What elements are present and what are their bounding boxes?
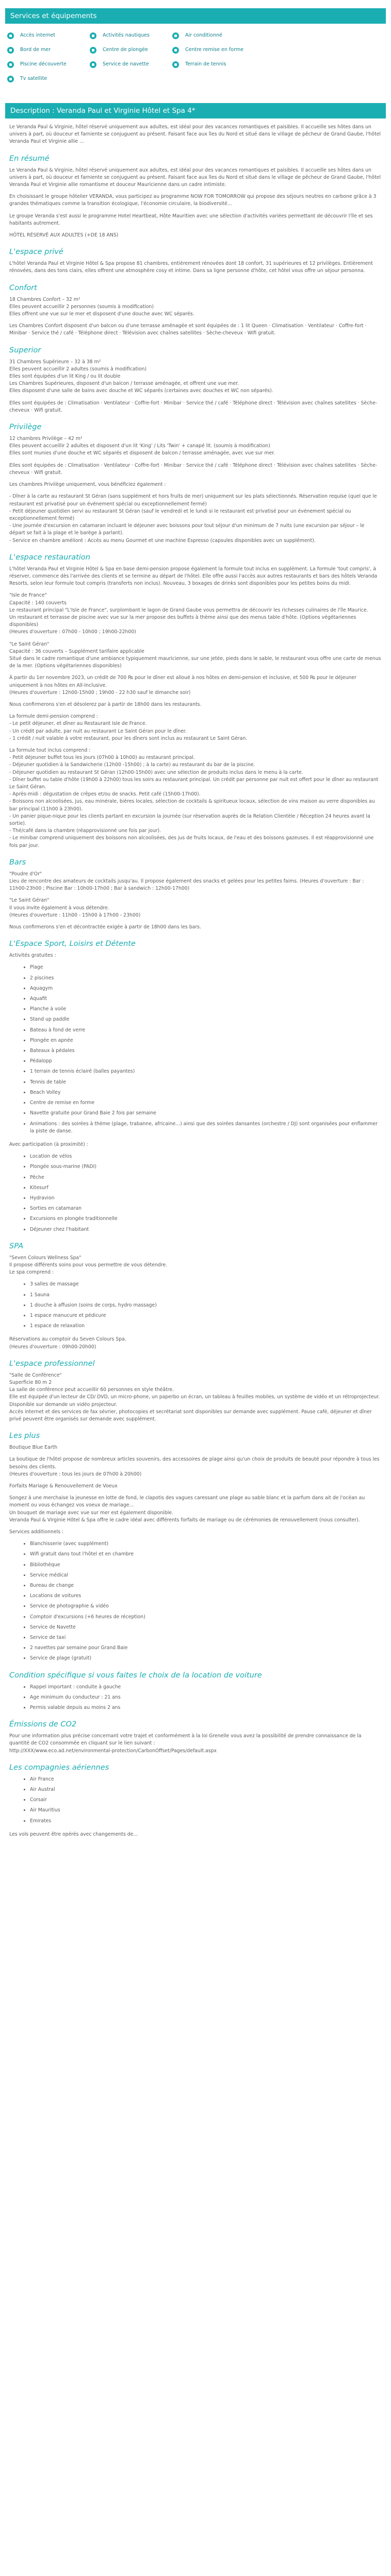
list-item: • Bureau de change xyxy=(30,1582,382,1589)
section-heading: En résumé xyxy=(9,154,50,163)
paragraph: Songez à une merchaise la jeunesse en lotte de fond, le clapotis des vagues caressant une plage au sable blanc et la parfum dans ait de l'océan au moment ou vous échangez vos voeux de mariage... Un bouquet de mariage avec vue sur mer est également disponible. Veranda Paul & Virginie Hôtel & Spa offre le cadre idéal avec différents forfaits de mariage ou de cérémonies de renouvellement (nous consulter). xyxy=(9,1495,365,1523)
section-heading: L'espace restauration xyxy=(9,553,90,562)
list-item: • 2 navettes par semaine pour Grand Baie xyxy=(30,1645,382,1652)
list-item: • Rappel important : conduite à gauche xyxy=(30,1684,382,1691)
equipment-item xyxy=(7,60,90,69)
snowflake-icon xyxy=(172,32,179,39)
section-heading: Superior xyxy=(9,346,41,354)
list-item: • Service de photographie & vidéo xyxy=(30,1603,382,1610)
paragraph: À partir du 1er novembre 2023, un crédit de 700 ₨ pour le dîner est alloué à nos hôtes en demi-pension et inclusive, et 500 ₨ pour le déjeuner uniquement à nos hôtes en All-Inclusive. (Heures d'ouverture : 12h00-15h00 ; 19h00 - 22 h30 sauf le dimanche soir) xyxy=(9,675,356,696)
list-item: • Déjeuner chez l'habitant xyxy=(30,1226,382,1233)
list-item: • Comptoir d'excursions (+6 heures de réception) xyxy=(30,1614,382,1621)
list-item: • Plage xyxy=(30,964,382,971)
equipment-grid xyxy=(7,31,388,83)
paragraph: Services additionnels : xyxy=(9,1529,64,1535)
list-item: • Permis valable depuis au moins 2 ans xyxy=(30,1704,382,1711)
list-item: • Pédalopp xyxy=(30,1058,382,1065)
paragraph: "Salle de Conférence" Superficie 80 m 2 La salle de conférence peut accueillir 60 personnes en style théâtre. Elle est équipée d'un lecteur de CD/ DVD, un micro-phone, un paperbo un écran, un tableau à feuilles mobiles, un système de vidéo et un rétroprojecteur. Disponible sur demande un vidéo projecteur. Accès internet et des services de fax sévrier, photocopies et secrétariat sont disponibles sur demande avec supplément. Pause café, déjeuner et dîner privé peuvent être organisés sur demande avec supplément. xyxy=(9,1372,380,1422)
equipment-label: Bord de mer xyxy=(20,46,51,53)
equipment-item xyxy=(172,31,255,40)
bullet-list xyxy=(30,964,382,1134)
shuttle-icon xyxy=(90,61,96,68)
paragraph: L'hôtel Veranda Paul et Virginie Hôtel & Spa en base demi-pension propose également la formule tout inclus en supplément. La formule 'tout compris', à réserver, commence dès l'arrivée des clients et se termine au départ de l'hôtel. Elle offre aussi l'accès aux autres restaurants et bars des hôtels Veranda Resorts, selon leur formule tout compris (transferts non inclus). Nouveau, 3 boxages de drinks sont disponibles pour les petites boins du midi. xyxy=(9,566,378,587)
section-heading: SPA xyxy=(9,1242,24,1250)
list-item: • Age minimum du conducteur : 21 ans xyxy=(30,1694,382,1701)
paragraph: Nous confirmerons s'en et désolerez par à partir de 18h00 dans les restaurants. xyxy=(9,701,202,707)
list-item: • Excursions en plongée traditionnelle xyxy=(30,1215,382,1223)
list-item: • 1 douche à affusion (soins de corps, hydro massage) xyxy=(30,1302,382,1309)
list-item: • Air France xyxy=(30,1776,382,1783)
paragraph: Pour une information plus précise concernant votre trajet et conformément à la loi Grenelle vous avez la possibilité de prendre connaissance de la quantité de CO2 consommée en cliquant sur le lien suivant : http://XXX/www.eco.ad.net/environmental-protection/CarbonOffset/Pages/default.aspx xyxy=(9,1733,362,1754)
list-item: • Service de taxi xyxy=(30,1634,382,1641)
list-item: • Pêche xyxy=(30,1174,382,1181)
list-item: • Blanchisserie (avec supplément) xyxy=(30,1540,382,1548)
equipment-item xyxy=(172,60,255,69)
equipment-item xyxy=(90,60,172,69)
dumbbell-icon xyxy=(172,47,179,54)
list-item: • Emirates xyxy=(30,1818,382,1825)
equipment-item xyxy=(90,45,172,55)
section-heading: Condition spécifique si vous faites le choix de la location de voiture xyxy=(9,1671,262,1680)
paragraph: - Dîner à la carte au restaurant St Géran (sans supplément et hors fruits de mer) uniquement sur les plats sélectionnés. Réservation requise (quel que le restaurant est privatisé pour un événement spécial ou exceptionnellement fermé) - Petit déjeuner quotidien servi au restaurant St Géran (sauf le vendredi et le lundi si le restaurant est privatisé pour un événement spécial ou exceptionnellement fermé) - Une journée d'excursion en catamaran incluant le déjeuner avec boissons pour tout séjour d'un minimum de 7 nuits (une excursion par séjour – le départ se fait à la plage et le barège à parlant). - Service en chambre amélioré : Accès au menu Gourmet et une machine Espresso (capsules disponibles avec un supplément). xyxy=(9,494,377,544)
list-item: • Plongée sous-marine (PADI) xyxy=(30,1163,382,1171)
list-item: • Aquagym xyxy=(30,985,382,992)
section-heading: Bars xyxy=(9,858,26,867)
equipment-label: Terrain de tennis xyxy=(185,61,226,67)
equipment-item xyxy=(172,45,255,55)
list-item: • Centre de remise en forme xyxy=(30,1099,382,1107)
bullet-list xyxy=(30,1684,382,1712)
list-item: • Bateaux à pédales xyxy=(30,1047,382,1055)
list-item: • Service médical xyxy=(30,1572,382,1579)
paragraph: Le groupe Veranda s'est aussi le programme Hotel Heartbeat, Hôte Mauritien avec une sélection d'activités variées permettant de découvrir l'île et ses habitants autrement. xyxy=(9,213,373,226)
section-heading: Les compagnies aériennes xyxy=(9,1763,109,1772)
list-item: • Hydravion xyxy=(30,1195,382,1202)
section-heading: Émissions de CO2 xyxy=(9,1720,77,1729)
paragraph: 31 Chambres Supérieure – 32 à 38 m² Elles peuvent accueillir 2 adultes (soumis à modification) Elles sont équipées d'un lit King / ou lit double Les Chambres Supérieures, disposent d'un balcon / terrasse aménagée, et offrent une vue mer. Elles disposent d'une salle de bains avec douche et WC séparés (certaines avec douches et WC non séparés). xyxy=(9,359,273,394)
section-heading: Confort xyxy=(9,283,37,292)
list-item: • Plongée en apnée xyxy=(30,1037,382,1044)
bullet-list xyxy=(30,1281,382,1330)
list-item: • Bateau à fond de verre xyxy=(30,1027,382,1034)
list-item: • 2 piscines xyxy=(30,975,382,982)
paragraph: "Le Saint Géran" Capacité : 36 couverts – Supplément tarifaire applicable Situé dans le cadre romantique d'une ambiance typiquement mauricienne, sur une jetée, pieds dans le sable, le restaurant vous offre une carte de menus de la mer. (Options végétariennes disponibles) xyxy=(9,641,381,669)
paragraph: Réservations au comptoir du Seven Colours Spa. (Heures d'ouverture : 09h00-20h00) xyxy=(9,1336,126,1350)
paragraph: Les vols peuvent être opérés avec changements de... xyxy=(9,1831,138,1837)
diver-icon xyxy=(90,47,96,54)
list-item: • Locations de voitures xyxy=(30,1592,382,1600)
paragraph: Boutique Blue Earth xyxy=(9,1445,58,1451)
equipment-item xyxy=(7,74,90,83)
equipment-item xyxy=(7,31,90,40)
services-header: Services et équipements xyxy=(5,8,386,24)
equipment-label: Air conditionné xyxy=(185,32,222,38)
bullet-list xyxy=(30,1540,382,1662)
list-item: • Planche à voile xyxy=(30,1006,382,1013)
list-item: • 3 salles de massage xyxy=(30,1281,382,1288)
paragraph: En choisissant le groupe hôtelier VERANDA, vous participez au programme NOW FOR TOMORROW qui propose des séjours neutres en carbone grâce à 3 grandes thématiques comme la transition écologique, l'économie circulaire, la biodiversité... xyxy=(9,194,377,207)
paragraph: "Poudre d'Or" Lieu de rencontre des amateurs de cocktails jusqu'au. Il propose également des snacks et gelées pour les petites faims. (Heures d'ouverture : Bar : 11h00-23h00 ; Piscine Bar : 10h00-17h00 ; Bar à sandwich : 12h00-17h00) xyxy=(9,871,364,892)
list-item: • Stand up paddle xyxy=(30,1016,382,1023)
section-heading: L'espace professionnel xyxy=(9,1359,95,1368)
section-heading: Les plus xyxy=(9,1432,40,1440)
list-item: • Service de plage (gratuit) xyxy=(30,1655,382,1662)
list-item: • Air Mauritius xyxy=(30,1807,382,1814)
section-heading: L'Espace Sport, Loisirs et Détente xyxy=(9,940,136,948)
list-item: • Sorties en catamaran xyxy=(30,1205,382,1212)
paragraph: Nous confirmerons s'en et décontractée exigée à partir de 18h00 dans les bars. xyxy=(9,924,201,930)
paragraph: Forfaits Mariage & Renouvellement de Voeux xyxy=(9,1483,118,1489)
equipment-label: Centre de plongée xyxy=(103,46,148,53)
list-item: • Animations : des soirées à thème (plage, trabanne, africaine...) ainsi que des soirées dansantes (orchestre / DJ) sont organisées pour enflammer la piste de danse. xyxy=(30,1121,382,1135)
list-item: • Wifi gratuit dans tout l'hôtel et en chambre xyxy=(30,1551,382,1558)
tennis-icon xyxy=(172,61,179,68)
intro-paragraph: Le Veranda Paul & Virginie, hôtel réservé uniquement aux adultes, est idéal pour des vacances romantiques et paisibles. Il accueille ses hôtes dans un univers à part, où douceur et farniente se conjuguent au présent. Faisant face aux îles du Nord et situé dans le village de pêcheur de Grand Gaube, l'hôtel Veranda Paul et Virginie allie ... xyxy=(9,124,381,145)
section-heading: Privilège xyxy=(9,423,42,432)
list-item: • 1 terrain de tennis éclairé (balles payantes) xyxy=(30,1068,382,1075)
wave-icon xyxy=(7,47,14,54)
list-item: • Navette gratuite pour Grand Baie 2 fois par semaine xyxy=(30,1110,382,1117)
list-item: • Tennis de table xyxy=(30,1079,382,1086)
equipment-label: Service de navette xyxy=(103,61,149,67)
equipment-item xyxy=(7,45,90,55)
paragraph: Activités gratuites : xyxy=(9,953,56,959)
paragraph: HÔTEL RÉSERVÉ AUX ADULTES (+DE 18 ANS) xyxy=(9,232,119,239)
list-item: • Air Austral xyxy=(30,1786,382,1793)
paragraph: "Le Saint Géran" Il vous invite également à vous détendre. (Heures d'ouverture : 11h00 - 15h00 à 17h00 - 23h00) xyxy=(9,897,141,918)
list-item: • Service de Navette xyxy=(30,1624,382,1631)
description-content xyxy=(0,118,391,1848)
paragraph: Avec participation (à proximité) : xyxy=(9,1141,88,1147)
list-item: • Bibliothèque xyxy=(30,1562,382,1569)
paragraph: 12 chambres Privilège – 42 m² Elles peuvent accueillir 2 adultes et disposent d'un lit 'King' / Lits 'Twin' + canapé lit. (soumis à modification) Elles sont munies d'une douche et WC séparés et disposent de balcon / terrasse aménagée, avec vue sur mer. xyxy=(9,436,275,456)
description-sections xyxy=(9,154,382,1838)
list-item: • Location de vélos xyxy=(30,1153,382,1160)
paragraph: Les chambres Privilège uniquement, vous bénéficiez également : xyxy=(9,482,166,488)
equipment-label: Piscine découverte xyxy=(20,61,67,67)
equipment-label: Centre remise en forme xyxy=(185,46,243,53)
equipment-label: Accès internet xyxy=(20,32,56,38)
paragraph: La formule tout inclus comprend : - Petit déjeuner buffet tous les jours (07h00 à 10h00) au restaurant principal. - Déjeuner quotidien à la Sandwicherie (12h00 -15h00) ; à la carte) au restaurant du bar de la piscine. - Déjeuner quotidien au restaurant St Géran (12h00-15h00) avec une sélection de produits inclus dans le menu à la carte. - Dîner buffet ou table d'hôte (19h00 à 22h00) tous les soirs au restaurant principal. Un crédit par personne par nuit est offert pour le dîner au restaurant Le Saint Géran. - Après-midi : dégustation de crêpes et/ou de snacks. Petit café (15h00-17h00). - Boissons non alcoolisées, jus, eau minérale, bières locales, sélection de cocktails & spiritueux locaux, sélection de vins maison au verre disponibles au bar principal (11h00 à 23h00). - Un panier pique-nique pour les clients partant en excursion la journée (sur réservation auprès de la Relation Clientèle / Réception 24 heures avant la sortie). - Thé/café dans la chambre (réapprovisionné une fois par jour). - Le minibar comprend uniquement des boissons non alcoolisées, des jus de fruits locaux, de l'eau et des boissons gazeuses. Il est réapprovisionné une fois par jour. xyxy=(9,747,379,849)
sailboat-icon xyxy=(90,32,96,39)
paragraph: "Seven Colours Wellness Spa" Il propose différents soins pour vous permettre de vous détendre. Le spa comprend : xyxy=(9,1255,167,1276)
paragraph: "Isle de France" Capacité : 140 couverts Le restaurant principal "L'Isle de France", surplombant le lagon de Grand Gaube vous permettra de découvrir les richesses culinaires de l'île Maurice. Un restaurant et terrasse de piscine avec vue sur la mer propose des buffets à thème ainsi que des menus table d'hôte. (Options végétariennes disponibles) (Heures d'ouverture : 07h00 - 10h00 ; 19h00-22h00) xyxy=(9,592,368,635)
paragraph: Le Veranda Paul & Virginie, hôtel réservé uniquement aux adultes, est idéal pour des vacances romantiques et paisibles. Il accueille ses hôtes dans un univers à part, où douceur et farniente se conjuguent au présent. Faisant face aux îles du Nord et situé dans le village de pêcheur de Grand Gaube, l'hôtel Veranda Paul et Virginie allie romantisme et douceur Mauricienne dans un cadre intimiste. xyxy=(9,167,381,188)
paragraph: La boutique de l'hôtel propose de nombreux articles souvenirs, des accessoires de plage ainsi qu'un choix de produits de beauté pour répondre à tous les besoins des clients. (Heures d'ouverture : tous les jours de 07h00 à 20h00) xyxy=(9,1456,380,1477)
paragraph: 18 Chambres Confort – 32 m² Elles peuvent accueillir 2 personnes (soumis à modification) Elles offrent une vue sur le mer et disposent d'une douche avec WC séparés. xyxy=(9,296,194,317)
description-header: Description : Veranda Paul et Virginie Hôtel et Spa 4* xyxy=(5,103,386,118)
list-item: • Beach Volley xyxy=(30,1089,382,1096)
list-item: • Corsair xyxy=(30,1797,382,1804)
paragraph: Elles sont équipées de : Climatisation · Ventilateur · Coffre-fort · Minibar · Service thé / café · Téléphone direct · Télévision avec chaînes satellites · Sèche-cheveux · Wifi gratuit. xyxy=(9,462,378,476)
tv-icon xyxy=(7,76,14,82)
list-item: • 1 espace de relaxation xyxy=(30,1323,382,1330)
list-item: • Kitesurf xyxy=(30,1184,382,1192)
pool-icon xyxy=(7,61,14,68)
list-item: • 1 Sauna xyxy=(30,1292,382,1299)
equipment-item xyxy=(90,31,172,40)
paragraph: Elles sont équipées de : Climatisation · Ventilateur · Coffre-fort · Minibar · Service thé / café · Téléphone direct · Télévision avec chaînes satellites · Sèche-cheveux · Wifi gratuit. xyxy=(9,400,378,413)
paragraph: La formule demi-pension comprend : - Le petit déjeuner, et dîner au Restaurant Isle de France. - Un crédit par adulte, par nuit au restaurant Le Saint Géran pour le dîner. - 1 crédit / nuit valable à votre restaurant, pour les dîners sont inclus au restaurant Le Saint Géran. xyxy=(9,714,248,741)
section-heading: L'espace privé xyxy=(9,248,63,257)
paragraph: Les Chambres Confort disposent d'un balcon ou d'une terrasse aménagée et sont équipées de : 1 lit Queen · Climatisation · Ventilateur · Coffre-fort · Minibar · Service thé / café · Téléphone direct · Télévision avec chaînes satellites · Sèche-cheveux · Wifi gratuit. xyxy=(9,323,367,336)
bullet-list xyxy=(30,1776,382,1825)
list-item: • 1 espace manucure et pédicure xyxy=(30,1312,382,1319)
list-item: • Aquafit xyxy=(30,995,382,1003)
equipment-label: Activités nautiques xyxy=(103,32,150,38)
paragraph: L'hôtel Veranda Paul et Virginie Hôtel & Spa propose 81 chambres, entièrement rénovées dont 18 confort, 31 supérieures et 12 privilèges. Entièrement rénovées, dans des tons clairs, elles offrent une atmosphère cosy et intime. Dans sa ligne personne d'hôte, cet hôtel vous offre un séjour personna. xyxy=(9,261,373,274)
bullet-list xyxy=(30,1153,382,1233)
wifi-icon xyxy=(7,32,14,39)
equipment-label: Tv satellite xyxy=(20,75,47,81)
